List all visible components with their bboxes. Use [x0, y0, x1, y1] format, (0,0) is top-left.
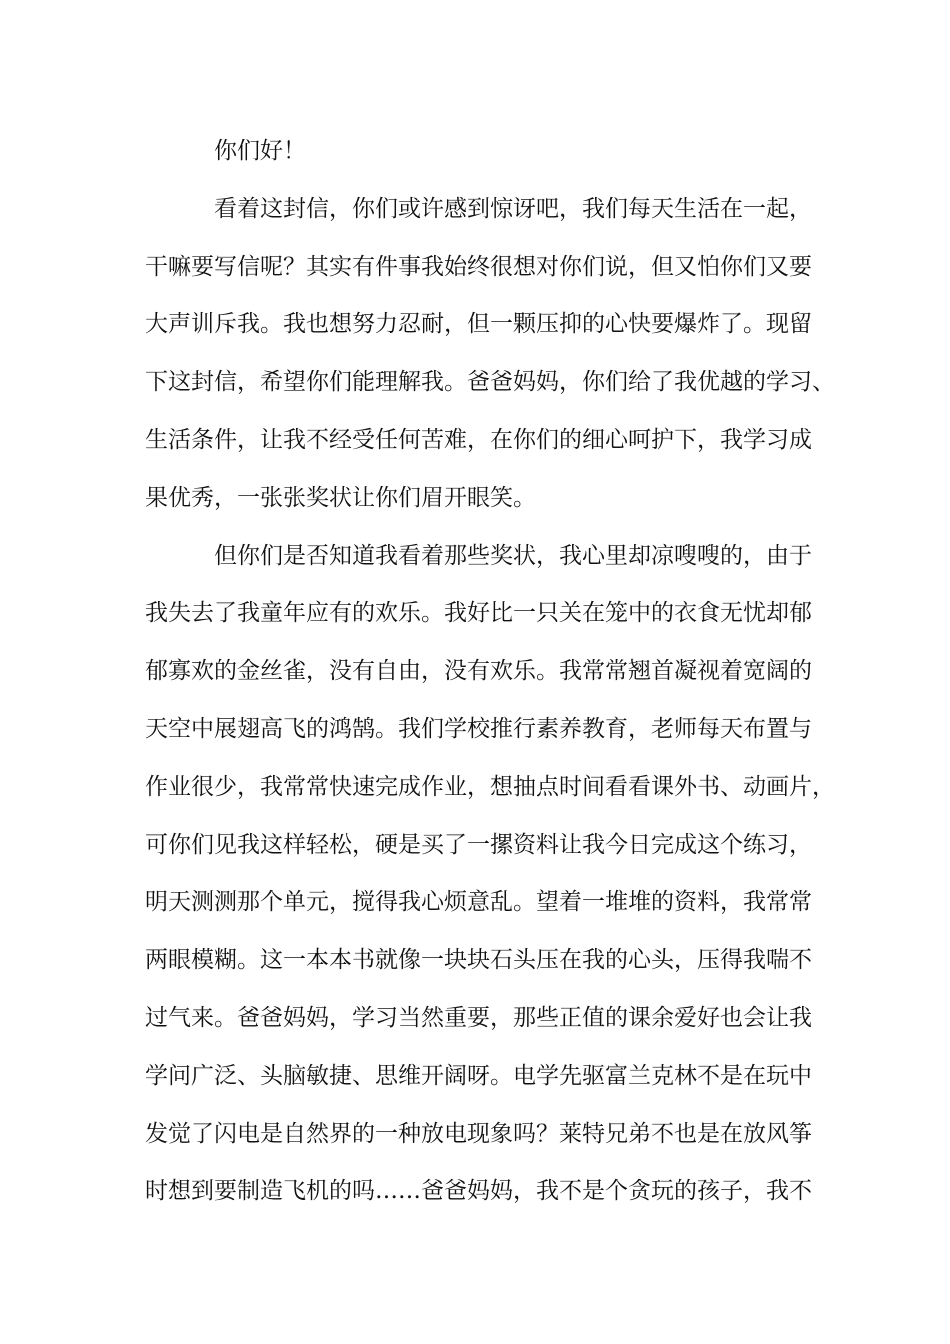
paragraph-line: 时想到要制造飞机的吗……爸爸妈妈，我不是个贪玩的孩子，我不	[145, 1178, 812, 1205]
paragraph-line: 下这封信，希望你们能理解我。爸爸妈妈，你们给了我优越的学习、	[145, 369, 835, 396]
paragraph-line: 看着这封信，你们或许感到惊讶吧，我们每天生活在一起，	[214, 195, 812, 222]
paragraph-line: 作业很少，我常常快速完成作业，想抽点时间看看课外书、动画片，	[145, 773, 835, 800]
paragraph-2	[145, 532, 835, 1226]
letter-body	[145, 127, 835, 1225]
paragraph-line: 明天测测那个单元，搅得我心烦意乱。望着一堆堆的资料，我常常	[145, 889, 812, 916]
greeting-line: 你们好！	[214, 138, 306, 164]
paragraph-1	[145, 185, 835, 532]
paragraph-line: 学问广泛、头脑敏捷、思维开阔呀。电学先驱富兰克林不是在玩中	[145, 1062, 812, 1089]
paragraph-line: 大声训斥我。我也想努力忍耐，但一颗压抑的心快要爆炸了。现留	[145, 311, 812, 338]
paragraph-line: 但你们是否知道我看着那些奖状，我心里却凉嗖嗖的，由于	[214, 542, 812, 569]
paragraph-line: 可你们见我这样轻松，硬是买了一摞资料让我今日完成这个练习，	[145, 831, 812, 858]
paragraph-line: 两眼模糊。这一本本书就像一块块石头压在我的心头，压得我喘不	[145, 947, 812, 974]
paragraph-line: 发觉了闪电是自然界的一种放电现象吗？莱特兄弟不也是在放风筝	[145, 1120, 812, 1147]
paragraph-line: 干嘛要写信呢？其实有件事我始终很想对你们说，但又怕你们又要	[145, 253, 812, 280]
paragraph-line: 郁寡欢的金丝雀，没有自由，没有欢乐。我常常翘首凝视着宽阔的	[145, 658, 812, 685]
paragraph-line: 我失去了我童年应有的欢乐。我好比一只关在笼中的衣食无忧却郁	[145, 600, 812, 627]
paragraph-line: 生活条件，让我不经受任何苦难，在你们的细心呵护下，我学习成	[145, 426, 812, 453]
paragraph-line: 果优秀，一张张奖状让你们眉开眼笑。	[145, 484, 536, 511]
paragraph-line: 天空中展翅高飞的鸿鹄。我们学校推行素养教育，老师每天布置与	[145, 715, 812, 742]
paragraph-line: 过气来。爸爸妈妈，学习当然重要，那些正值的课余爱好也会让我	[145, 1004, 812, 1031]
